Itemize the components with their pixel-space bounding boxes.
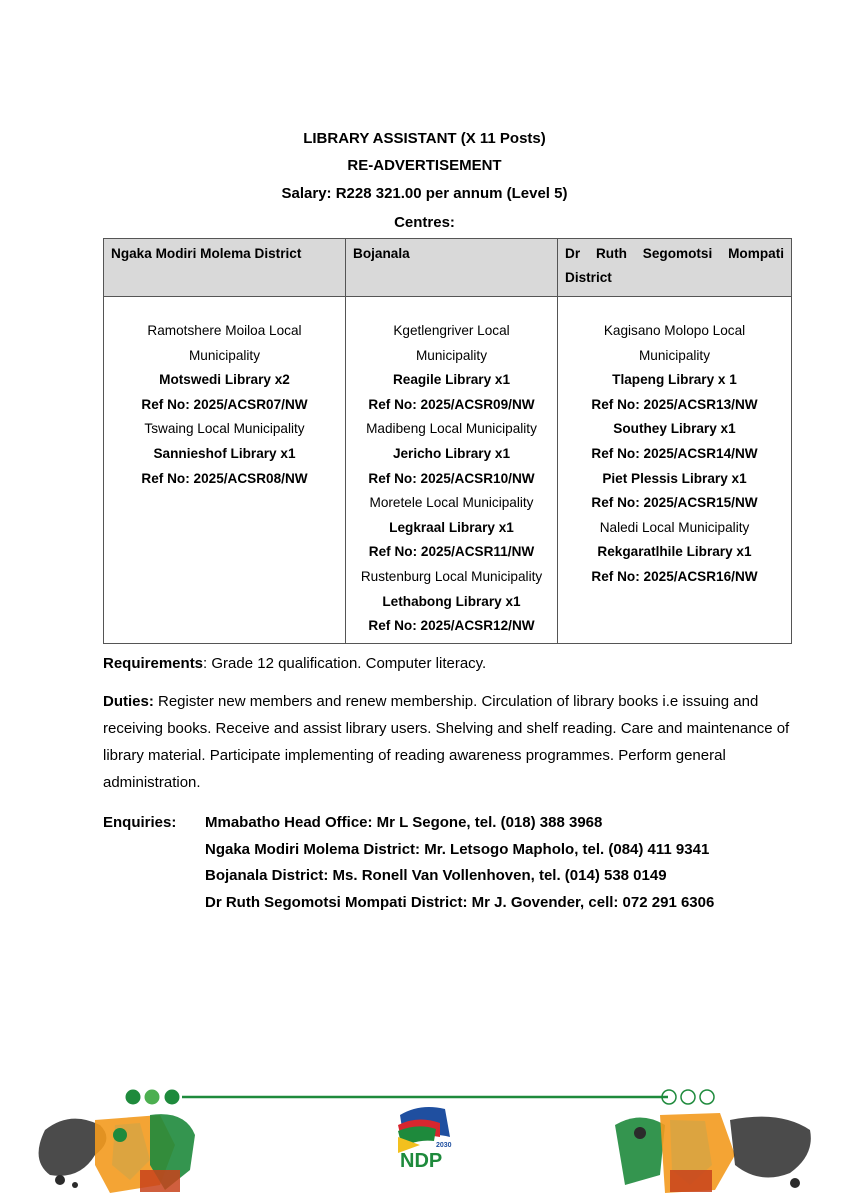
library-name: Piet Plessis Library x1 bbox=[602, 470, 747, 486]
library-name: Reagile Library x1 bbox=[392, 372, 511, 388]
reference-number: Ref No: 2025/ACSR07/NW bbox=[141, 396, 308, 412]
reference-number: Ref No: 2025/ACSR11/NW bbox=[368, 544, 535, 560]
right-sports-artwork-icon bbox=[615, 1113, 811, 1193]
enquiry-contact-head-office: Mmabatho Head Office: Mr L Segone, tel. (018) 388 3968 bbox=[205, 814, 603, 831]
table-row bbox=[104, 297, 792, 644]
enquiries-label: Enquiries: bbox=[103, 814, 177, 831]
column-header-ngaka-modiri-molema: Ngaka Modiri Molema District bbox=[104, 239, 346, 297]
centres-column-bojanala bbox=[346, 297, 558, 644]
centres-column-ngaka-modiri-molema bbox=[104, 297, 346, 644]
page-title: LIBRARY ASSISTANT (X 11 Posts) bbox=[303, 130, 546, 147]
reference-number: Ref No: 2025/ACSR09/NW bbox=[368, 396, 535, 412]
salary-heading: Salary: R228 321.00 per annum (Level 5) bbox=[281, 185, 568, 202]
column-header-bojanala: Bojanala bbox=[346, 239, 558, 297]
library-name: Tlapeng Library x 1 bbox=[612, 372, 737, 388]
footer-dot-icon bbox=[126, 1090, 141, 1105]
requirements-paragraph bbox=[103, 650, 793, 677]
library-name: Motswedi Library x2 bbox=[159, 372, 290, 388]
municipality-name: Kgetlengriver Local bbox=[393, 323, 510, 338]
footer-ring-icon bbox=[681, 1090, 695, 1104]
municipality-name: Rustenburg Local Municipality bbox=[360, 568, 543, 584]
centres-table bbox=[103, 238, 792, 644]
left-sports-artwork-icon bbox=[39, 1114, 195, 1193]
municipality-name: Kagisano Molopo Local bbox=[603, 323, 746, 338]
municipality-name: Municipality bbox=[415, 347, 487, 363]
library-name: Rekgaratlhile Library x1 bbox=[597, 544, 752, 560]
library-name: Southey Library x1 bbox=[613, 421, 736, 437]
ndp-2030-logo-icon bbox=[398, 1107, 452, 1172]
requirements-label: Requirements bbox=[103, 655, 204, 672]
library-name: Lethabong Library x1 bbox=[382, 593, 521, 609]
enquiry-contact-bojanala: Bojanala District: Ms. Ronell Van Vollenhoven, tel. (014) 538 0149 bbox=[205, 867, 667, 884]
column-header-dr-ruth-segomotsi-mompati: Dr Ruth Segomotsi Mompati District bbox=[558, 239, 792, 297]
footer-ring-icon bbox=[700, 1090, 714, 1104]
svg-text:NDP: NDP bbox=[400, 1150, 443, 1172]
footer-dot-icon bbox=[165, 1090, 180, 1105]
requirements-text: : Grade 12 qualification. Computer literacy. bbox=[203, 655, 487, 672]
municipality-name: Naledi Local Municipality bbox=[599, 519, 750, 535]
municipality-name: Ramotshere Moiloa Local bbox=[147, 323, 302, 338]
footer-dot-icon bbox=[145, 1090, 160, 1105]
reference-number: Ref No: 2025/ACSR12/NW bbox=[368, 618, 535, 634]
reference-number: Ref No: 2025/ACSR15/NW bbox=[591, 495, 758, 511]
duties-label: Duties: bbox=[103, 693, 154, 710]
centres-column-dr-ruth-segomotsi-mompati bbox=[558, 297, 792, 644]
duties-text: Register new members and renew membership. Circulation of library books i.e issuing and receiving books. Receive and assist library users. Shelving and shelf reading. Care and maintenance of library material. Participate implementing of reading awareness programmes. Perform general administration. bbox=[103, 693, 790, 791]
municipality-name: Tswaing Local Municipality bbox=[144, 421, 305, 437]
library-name: Legkraal Library x1 bbox=[389, 519, 514, 535]
enquiries-contacts bbox=[205, 810, 714, 916]
svg-text:2030: 2030 bbox=[436, 1142, 452, 1149]
re-advertisement-heading: RE-ADVERTISEMENT bbox=[347, 157, 502, 174]
table-header-row bbox=[104, 239, 792, 297]
reference-number: Ref No: 2025/ACSR14/NW bbox=[591, 445, 758, 461]
reference-number: Ref No: 2025/ACSR10/NW bbox=[368, 470, 535, 486]
enquiry-contact-ngaka-modiri-molema: Ngaka Modiri Molema District: Mr. Letsogo Mapholo, tel. (084) 411 9341 bbox=[205, 840, 710, 858]
library-name: Jericho Library x1 bbox=[392, 445, 511, 461]
duties-paragraph bbox=[103, 688, 793, 796]
reference-number: Ref No: 2025/ACSR16/NW bbox=[591, 568, 758, 584]
centres-heading: Centres: bbox=[394, 214, 455, 231]
reference-number: Ref No: 2025/ACSR08/NW bbox=[141, 470, 308, 486]
footer-banner bbox=[0, 1085, 849, 1200]
reference-number: Ref No: 2025/ACSR13/NW bbox=[591, 396, 758, 412]
enquiry-contact-dr-ruth-segomotsi-mompati: Dr Ruth Segomotsi Mompati District: Mr J. Govender, cell: 072 291 6306 bbox=[205, 893, 715, 911]
municipality-name: Municipality bbox=[638, 347, 710, 363]
municipality-name: Madibeng Local Municipality bbox=[366, 421, 537, 437]
municipality-name: Moretele Local Municipality bbox=[369, 495, 534, 511]
municipality-name: Municipality bbox=[188, 347, 260, 363]
library-name: Sannieshof Library x1 bbox=[153, 445, 296, 461]
